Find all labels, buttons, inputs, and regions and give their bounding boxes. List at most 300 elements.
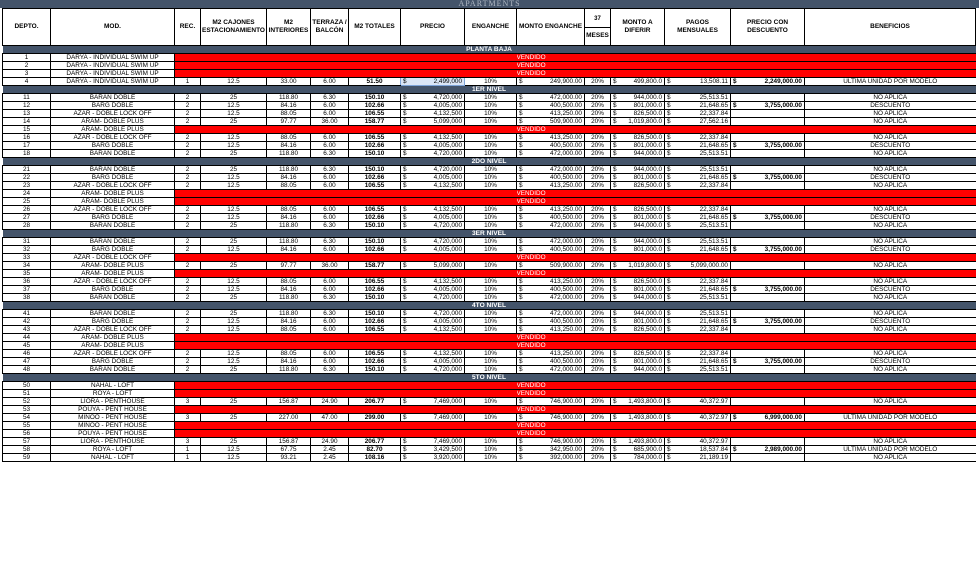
cell-enganche[interactable]: 10% — [465, 310, 517, 318]
cell-model[interactable]: BARAN DOBLE — [51, 150, 175, 158]
cell-monto-enganche[interactable] — [517, 286, 585, 294]
cell-pct[interactable]: 20% — [585, 446, 611, 454]
cell-precio[interactable] — [401, 222, 465, 230]
cell-precio[interactable] — [401, 102, 465, 110]
cell-monto-diferir[interactable] — [611, 238, 665, 246]
cell-terraza[interactable]: 6.30 — [311, 166, 349, 174]
cell-depto[interactable]: 47 — [3, 358, 51, 366]
cell-depto[interactable]: 59 — [3, 454, 51, 462]
cell-totales[interactable]: 150.10 — [349, 310, 401, 318]
cell-terraza[interactable]: 24.90 — [311, 438, 349, 446]
cell-precio[interactable] — [401, 366, 465, 374]
cell-beneficios[interactable]: DESCUENTO — [805, 174, 976, 182]
cell-pct[interactable]: 20% — [585, 150, 611, 158]
cell-beneficios[interactable]: DESCUENTO — [805, 358, 976, 366]
cell-beneficios[interactable]: NO APLICA — [805, 166, 976, 174]
cell-interiores[interactable]: 156.87 — [267, 398, 311, 406]
cell-depto[interactable]: 41 — [3, 310, 51, 318]
cell-totales[interactable]: 150.10 — [349, 238, 401, 246]
cell-pagos[interactable] — [665, 134, 731, 142]
cell-beneficios[interactable]: NO APLICA — [805, 438, 976, 446]
cell-pct[interactable]: 20% — [585, 174, 611, 182]
cell-enganche[interactable]: 10% — [465, 438, 517, 446]
cell-terraza[interactable]: 6.00 — [311, 350, 349, 358]
cell-interiores[interactable]: 118.80 — [267, 294, 311, 302]
col-enganche[interactable]: ENGANCHE — [465, 9, 517, 46]
cell-precio[interactable] — [401, 174, 465, 182]
cell-depto[interactable]: 58 — [3, 446, 51, 454]
cell-beneficios[interactable]: NO APLICA — [805, 182, 976, 190]
cell-pagos[interactable] — [665, 222, 731, 230]
col-totales[interactable]: M2 TOTALES — [349, 9, 401, 46]
cell-pct[interactable]: 20% — [585, 142, 611, 150]
cell-rec[interactable]: 2 — [175, 318, 201, 326]
cell-pct[interactable]: 20% — [585, 278, 611, 286]
cell-model[interactable]: POUYA - PENT HOUSE — [51, 406, 175, 414]
cell-cajones[interactable]: 12.5 — [201, 278, 267, 286]
cell-beneficios[interactable]: DESCUENTO — [805, 142, 976, 150]
cell-interiores[interactable]: 88.05 — [267, 110, 311, 118]
cell-precio[interactable] — [401, 414, 465, 422]
cell-cajones[interactable]: 12.5 — [201, 134, 267, 142]
cell-monto-enganche[interactable] — [517, 262, 585, 270]
cell-monto-enganche[interactable] — [517, 398, 585, 406]
cell-rec[interactable]: 2 — [175, 166, 201, 174]
cell-interiores[interactable]: 97.77 — [267, 262, 311, 270]
cell-monto-enganche[interactable] — [517, 446, 585, 454]
cell-model[interactable]: BARG DOBLE — [51, 174, 175, 182]
cell-monto-enganche[interactable] — [517, 318, 585, 326]
cell-pagos[interactable] — [665, 182, 731, 190]
cell-beneficios[interactable]: NO APLICA — [805, 94, 976, 102]
cell-monto-diferir[interactable] — [611, 278, 665, 286]
cell-terraza[interactable]: 6.30 — [311, 366, 349, 374]
cell-monto-diferir[interactable] — [611, 150, 665, 158]
cell-beneficios[interactable]: NO APLICA — [805, 310, 976, 318]
cell-beneficios[interactable]: NO APLICA — [805, 294, 976, 302]
cell-monto-diferir[interactable] — [611, 454, 665, 462]
cell-depto[interactable]: 25 — [3, 198, 51, 206]
cell-monto-diferir[interactable] — [611, 398, 665, 406]
cell-depto[interactable]: 31 — [3, 238, 51, 246]
cell-monto-diferir[interactable] — [611, 110, 665, 118]
cell-model[interactable]: BARAN DOBLE — [51, 166, 175, 174]
cell-precio-descuento[interactable] — [731, 182, 805, 190]
cell-pct[interactable]: 20% — [585, 78, 611, 86]
cell-enganche[interactable]: 10% — [465, 118, 517, 126]
cell-precio-descuento[interactable] — [731, 438, 805, 446]
cell-model[interactable]: BARG DOBLE — [51, 214, 175, 222]
col-precio-descuento[interactable]: PRECIO CON DESCUENTO — [731, 9, 805, 46]
cell-beneficios[interactable]: NO APLICA — [805, 118, 976, 126]
cell-rec[interactable]: 1 — [175, 446, 201, 454]
cell-cajones[interactable]: 25 — [201, 238, 267, 246]
cell-cajones[interactable]: 12.5 — [201, 174, 267, 182]
cell-pct[interactable]: 20% — [585, 438, 611, 446]
cell-pagos[interactable] — [665, 206, 731, 214]
cell-rec[interactable]: 2 — [175, 206, 201, 214]
cell-monto-diferir[interactable] — [611, 102, 665, 110]
cell-enganche[interactable]: 10% — [465, 174, 517, 182]
cell-precio-descuento[interactable] — [731, 246, 805, 254]
cell-beneficios[interactable]: NO APLICA — [805, 238, 976, 246]
cell-beneficios[interactable]: DESCUENTO — [805, 286, 976, 294]
cell-depto[interactable]: 27 — [3, 214, 51, 222]
cell-pct[interactable]: 20% — [585, 94, 611, 102]
cell-model[interactable]: LIORA - PENTHOUSE — [51, 398, 175, 406]
cell-pct[interactable]: 20% — [585, 134, 611, 142]
cell-depto[interactable]: 3 — [3, 70, 51, 78]
cell-interiores[interactable]: 118.80 — [267, 310, 311, 318]
cell-totales[interactable]: 102.66 — [349, 246, 401, 254]
cell-model[interactable]: ARAM- DOBLE PLUS — [51, 126, 175, 134]
cell-interiores[interactable]: 93.21 — [267, 454, 311, 462]
cell-totales[interactable]: 106.55 — [349, 350, 401, 358]
cell-precio-descuento[interactable] — [731, 214, 805, 222]
cell-beneficios[interactable]: NO APLICA — [805, 278, 976, 286]
cell-pct[interactable]: 20% — [585, 398, 611, 406]
cell-pagos[interactable] — [665, 118, 731, 126]
cell-model[interactable]: DARYA - INDIVIDUAL SWIM UP — [51, 62, 175, 70]
cell-pagos[interactable] — [665, 350, 731, 358]
cell-enganche[interactable]: 10% — [465, 366, 517, 374]
cell-model[interactable]: BARAN DOBLE — [51, 222, 175, 230]
cell-terraza[interactable]: 36.00 — [311, 118, 349, 126]
cell-terraza[interactable]: 6.00 — [311, 278, 349, 286]
cell-pagos[interactable] — [665, 142, 731, 150]
cell-cajones[interactable]: 25 — [201, 222, 267, 230]
cell-rec[interactable]: 2 — [175, 182, 201, 190]
cell-terraza[interactable]: 6.30 — [311, 222, 349, 230]
col-depto[interactable]: DEPTO. — [3, 9, 51, 46]
cell-cajones[interactable]: 25 — [201, 94, 267, 102]
cell-totales[interactable]: 106.55 — [349, 134, 401, 142]
cell-interiores[interactable]: 118.80 — [267, 366, 311, 374]
cell-monto-enganche[interactable] — [517, 134, 585, 142]
cell-terraza[interactable]: 6.00 — [311, 358, 349, 366]
cell-interiores[interactable]: 84.16 — [267, 174, 311, 182]
cell-precio[interactable] — [401, 438, 465, 446]
cell-monto-diferir[interactable] — [611, 358, 665, 366]
cell-rec[interactable]: 2 — [175, 350, 201, 358]
cell-depto[interactable]: 45 — [3, 342, 51, 350]
cell-precio-descuento[interactable] — [731, 94, 805, 102]
cell-depto[interactable]: 35 — [3, 270, 51, 278]
cell-cajones[interactable]: 25 — [201, 414, 267, 422]
cell-pagos[interactable] — [665, 438, 731, 446]
cell-monto-enganche[interactable] — [517, 246, 585, 254]
cell-monto-diferir[interactable] — [611, 134, 665, 142]
cell-interiores[interactable]: 84.16 — [267, 246, 311, 254]
cell-beneficios[interactable]: DESCUENTO — [805, 246, 976, 254]
cell-depto[interactable]: 15 — [3, 126, 51, 134]
cell-interiores[interactable]: 84.16 — [267, 142, 311, 150]
cell-precio[interactable] — [401, 246, 465, 254]
cell-model[interactable]: ARAM- DOBLE PLUS — [51, 118, 175, 126]
cell-precio-descuento[interactable] — [731, 222, 805, 230]
cell-enganche[interactable]: 10% — [465, 350, 517, 358]
cell-interiores[interactable]: 88.05 — [267, 134, 311, 142]
cell-model[interactable]: AZAR - DOBLE LOCK OFF — [51, 110, 175, 118]
cell-precio[interactable] — [401, 358, 465, 366]
cell-terraza[interactable]: 6.00 — [311, 286, 349, 294]
cell-beneficios[interactable]: ÚLTIMA UNIDAD POR MODELO — [805, 446, 976, 454]
cell-depto[interactable]: 22 — [3, 174, 51, 182]
cell-model[interactable]: BARG DOBLE — [51, 358, 175, 366]
cell-enganche[interactable]: 10% — [465, 398, 517, 406]
cell-monto-enganche[interactable] — [517, 414, 585, 422]
cell-depto[interactable]: 34 — [3, 262, 51, 270]
col-interiores[interactable]: M2 INTERIORES — [267, 9, 311, 46]
cell-monto-enganche[interactable] — [517, 350, 585, 358]
cell-totales[interactable]: 206.77 — [349, 398, 401, 406]
cell-totales[interactable]: 158.77 — [349, 262, 401, 270]
cell-precio-descuento[interactable] — [731, 286, 805, 294]
cell-monto-diferir[interactable] — [611, 446, 665, 454]
cell-terraza[interactable]: 6.00 — [311, 206, 349, 214]
cell-rec[interactable]: 2 — [175, 142, 201, 150]
cell-model[interactable]: AZAR - DOBLE LOCK OFF — [51, 278, 175, 286]
cell-precio[interactable] — [401, 166, 465, 174]
cell-depto[interactable]: 56 — [3, 430, 51, 438]
cell-enganche[interactable]: 10% — [465, 150, 517, 158]
cell-totales[interactable]: 106.55 — [349, 326, 401, 334]
cell-totales[interactable]: 150.10 — [349, 94, 401, 102]
cell-monto-diferir[interactable] — [611, 206, 665, 214]
cell-depto[interactable]: 18 — [3, 150, 51, 158]
cell-depto[interactable]: 24 — [3, 190, 51, 198]
cell-monto-enganche[interactable] — [517, 94, 585, 102]
cell-precio-descuento[interactable] — [731, 278, 805, 286]
cell-terraza[interactable]: 6.00 — [311, 134, 349, 142]
cell-interiores[interactable]: 84.16 — [267, 358, 311, 366]
cell-pagos[interactable] — [665, 150, 731, 158]
cell-model[interactable]: ARAM- DOBLE PLUS — [51, 262, 175, 270]
cell-monto-diferir[interactable] — [611, 366, 665, 374]
cell-enganche[interactable]: 10% — [465, 182, 517, 190]
cell-model[interactable]: ARAM- DOBLE PLUS — [51, 198, 175, 206]
cell-totales[interactable]: 51.50 — [349, 78, 401, 86]
cell-beneficios[interactable]: NO APLICA — [805, 350, 976, 358]
cell-depto[interactable]: 44 — [3, 334, 51, 342]
cell-pagos[interactable] — [665, 102, 731, 110]
cell-rec[interactable]: 2 — [175, 110, 201, 118]
cell-depto[interactable]: 43 — [3, 326, 51, 334]
col-precio[interactable]: PRECIO — [401, 9, 465, 46]
cell-model[interactable]: BARG DOBLE — [51, 246, 175, 254]
cell-precio[interactable] — [401, 278, 465, 286]
cell-beneficios[interactable]: NO APLICA — [805, 110, 976, 118]
cell-precio-descuento[interactable] — [731, 118, 805, 126]
cell-model[interactable]: BARAN DOBLE — [51, 294, 175, 302]
cell-monto-diferir[interactable] — [611, 414, 665, 422]
cell-interiores[interactable]: 97.77 — [267, 118, 311, 126]
cell-beneficios[interactable]: NO APLICA — [805, 366, 976, 374]
cell-rec[interactable]: 2 — [175, 366, 201, 374]
cell-pct[interactable]: 20% — [585, 166, 611, 174]
col-monto-enganche[interactable]: MONTO ENGANCHE — [517, 9, 585, 46]
cell-interiores[interactable]: 84.16 — [267, 318, 311, 326]
cell-depto[interactable]: 17 — [3, 142, 51, 150]
cell-terraza[interactable]: 6.00 — [311, 326, 349, 334]
cell-precio-descuento[interactable] — [731, 166, 805, 174]
cell-depto[interactable]: 21 — [3, 166, 51, 174]
cell-precio[interactable] — [401, 110, 465, 118]
cell-beneficios[interactable]: NO APLICA — [805, 326, 976, 334]
cell-precio-descuento[interactable] — [731, 78, 805, 86]
cell-precio[interactable] — [401, 118, 465, 126]
cell-totales[interactable]: 102.66 — [349, 318, 401, 326]
cell-model[interactable]: MINOO - PENT HOUSE — [51, 414, 175, 422]
col-meses[interactable] — [585, 9, 611, 46]
cell-enganche[interactable]: 10% — [465, 286, 517, 294]
cell-monto-diferir[interactable] — [611, 286, 665, 294]
cell-model[interactable]: POUYA - PENT HOUSE — [51, 430, 175, 438]
cell-precio[interactable] — [401, 318, 465, 326]
cell-interiores[interactable]: 118.80 — [267, 166, 311, 174]
cell-precio-descuento[interactable] — [731, 238, 805, 246]
cell-monto-diferir[interactable] — [611, 318, 665, 326]
cell-monto-diferir[interactable] — [611, 174, 665, 182]
cell-interiores[interactable]: 118.80 — [267, 94, 311, 102]
cell-precio[interactable] — [401, 326, 465, 334]
cell-pagos[interactable] — [665, 366, 731, 374]
cell-monto-enganche[interactable] — [517, 142, 585, 150]
section-title[interactable]: 4TO NIVEL — [3, 302, 976, 310]
cell-enganche[interactable]: 10% — [465, 454, 517, 462]
cell-rec[interactable]: 1 — [175, 454, 201, 462]
cell-cajones[interactable]: 25 — [201, 310, 267, 318]
cell-model[interactable]: AZAR - DOBLE LOCK OFF — [51, 182, 175, 190]
cell-precio[interactable] — [401, 134, 465, 142]
cell-monto-diferir[interactable] — [611, 438, 665, 446]
cell-model[interactable]: AZAR - DOBLE LOCK OFF — [51, 134, 175, 142]
cell-depto[interactable]: 37 — [3, 286, 51, 294]
cell-pct[interactable]: 20% — [585, 102, 611, 110]
cell-rec[interactable]: 2 — [175, 278, 201, 286]
cell-rec[interactable]: 2 — [175, 118, 201, 126]
cell-cajones[interactable]: 12.5 — [201, 446, 267, 454]
cell-depto[interactable]: 26 — [3, 206, 51, 214]
cell-model[interactable]: BARAN DOBLE — [51, 238, 175, 246]
cell-pagos[interactable] — [665, 166, 731, 174]
cell-precio[interactable] — [401, 446, 465, 454]
cell-depto[interactable]: 52 — [3, 398, 51, 406]
cell-cajones[interactable]: 25 — [201, 398, 267, 406]
cell-model[interactable]: ARAM- DOBLE PLUS — [51, 342, 175, 350]
cell-pagos[interactable] — [665, 174, 731, 182]
cell-enganche[interactable]: 10% — [465, 326, 517, 334]
cell-pagos[interactable] — [665, 78, 731, 86]
cell-precio-descuento[interactable] — [731, 150, 805, 158]
cell-depto[interactable]: 50 — [3, 382, 51, 390]
cell-depto[interactable]: 48 — [3, 366, 51, 374]
cell-totales[interactable]: 102.66 — [349, 214, 401, 222]
cell-interiores[interactable]: 88.05 — [267, 326, 311, 334]
cell-precio[interactable] — [401, 142, 465, 150]
cell-model[interactable]: BARAN DOBLE — [51, 310, 175, 318]
cell-cajones[interactable]: 12.5 — [201, 182, 267, 190]
cell-cajones[interactable]: 25 — [201, 150, 267, 158]
cell-totales[interactable]: 106.55 — [349, 206, 401, 214]
cell-pct[interactable]: 20% — [585, 318, 611, 326]
cell-model[interactable]: DARYA - INDIVIDUAL SWIM UP — [51, 78, 175, 86]
cell-precio[interactable] — [401, 398, 465, 406]
cell-depto[interactable]: 32 — [3, 246, 51, 254]
cell-enganche[interactable]: 10% — [465, 414, 517, 422]
col-pagos[interactable]: PAGOS MENSUALES — [665, 9, 731, 46]
cell-monto-enganche[interactable] — [517, 206, 585, 214]
cell-model[interactable]: AZAR - DOBLE LOCK OFF — [51, 254, 175, 262]
cell-precio-descuento[interactable] — [731, 326, 805, 334]
cell-cajones[interactable]: 25 — [201, 166, 267, 174]
cell-depto[interactable]: 57 — [3, 438, 51, 446]
cell-rec[interactable]: 3 — [175, 438, 201, 446]
cell-terraza[interactable]: 24.90 — [311, 398, 349, 406]
cell-beneficios[interactable]: DESCUENTO — [805, 214, 976, 222]
cell-enganche[interactable]: 10% — [465, 206, 517, 214]
cell-pagos[interactable] — [665, 94, 731, 102]
col-monto-diferir[interactable]: MONTO A DIFERIR — [611, 9, 665, 46]
cell-terraza[interactable]: 2.45 — [311, 446, 349, 454]
cell-monto-diferir[interactable] — [611, 262, 665, 270]
cell-precio-descuento[interactable] — [731, 294, 805, 302]
cell-rec[interactable]: 2 — [175, 326, 201, 334]
cell-cajones[interactable]: 25 — [201, 438, 267, 446]
cell-monto-enganche[interactable] — [517, 166, 585, 174]
cell-interiores[interactable]: 118.80 — [267, 222, 311, 230]
cell-interiores[interactable]: 88.05 — [267, 206, 311, 214]
cell-pct[interactable]: 20% — [585, 454, 611, 462]
cell-totales[interactable]: 102.66 — [349, 142, 401, 150]
cell-monto-enganche[interactable] — [517, 358, 585, 366]
cell-precio-descuento[interactable] — [731, 446, 805, 454]
cell-monto-diferir[interactable] — [611, 310, 665, 318]
cell-pct[interactable]: 20% — [585, 214, 611, 222]
cell-model[interactable]: AZAR - DOBLE LOCK OFF — [51, 350, 175, 358]
cell-enganche[interactable]: 10% — [465, 142, 517, 150]
cell-terraza[interactable]: 6.00 — [311, 318, 349, 326]
cell-monto-enganche[interactable] — [517, 238, 585, 246]
cell-pct[interactable]: 20% — [585, 310, 611, 318]
cell-pagos[interactable] — [665, 278, 731, 286]
cell-precio[interactable] — [401, 94, 465, 102]
cell-monto-enganche[interactable] — [517, 78, 585, 86]
cell-monto-diferir[interactable] — [611, 182, 665, 190]
cell-monto-diferir[interactable] — [611, 246, 665, 254]
cell-precio-descuento[interactable] — [731, 398, 805, 406]
cell-monto-diferir[interactable] — [611, 326, 665, 334]
cell-depto[interactable]: 42 — [3, 318, 51, 326]
cell-beneficios[interactable]: NO APLICA — [805, 222, 976, 230]
cell-depto[interactable]: 53 — [3, 406, 51, 414]
cell-model[interactable]: BARG DOBLE — [51, 102, 175, 110]
cell-rec[interactable]: 1 — [175, 78, 201, 86]
cell-pagos[interactable] — [665, 286, 731, 294]
section-title[interactable]: 1ER NIVEL — [3, 86, 976, 94]
cell-monto-diferir[interactable] — [611, 142, 665, 150]
cell-terraza[interactable]: 6.00 — [311, 110, 349, 118]
cell-terraza[interactable]: 6.30 — [311, 294, 349, 302]
cell-monto-enganche[interactable] — [517, 278, 585, 286]
cell-terraza[interactable]: 6.00 — [311, 174, 349, 182]
cell-precio-descuento[interactable] — [731, 142, 805, 150]
cell-precio[interactable] — [401, 350, 465, 358]
cell-interiores[interactable]: 84.16 — [267, 286, 311, 294]
section-title[interactable]: 5TO NIVEL — [3, 374, 976, 382]
cell-depto[interactable]: 33 — [3, 254, 51, 262]
cell-monto-enganche[interactable] — [517, 118, 585, 126]
